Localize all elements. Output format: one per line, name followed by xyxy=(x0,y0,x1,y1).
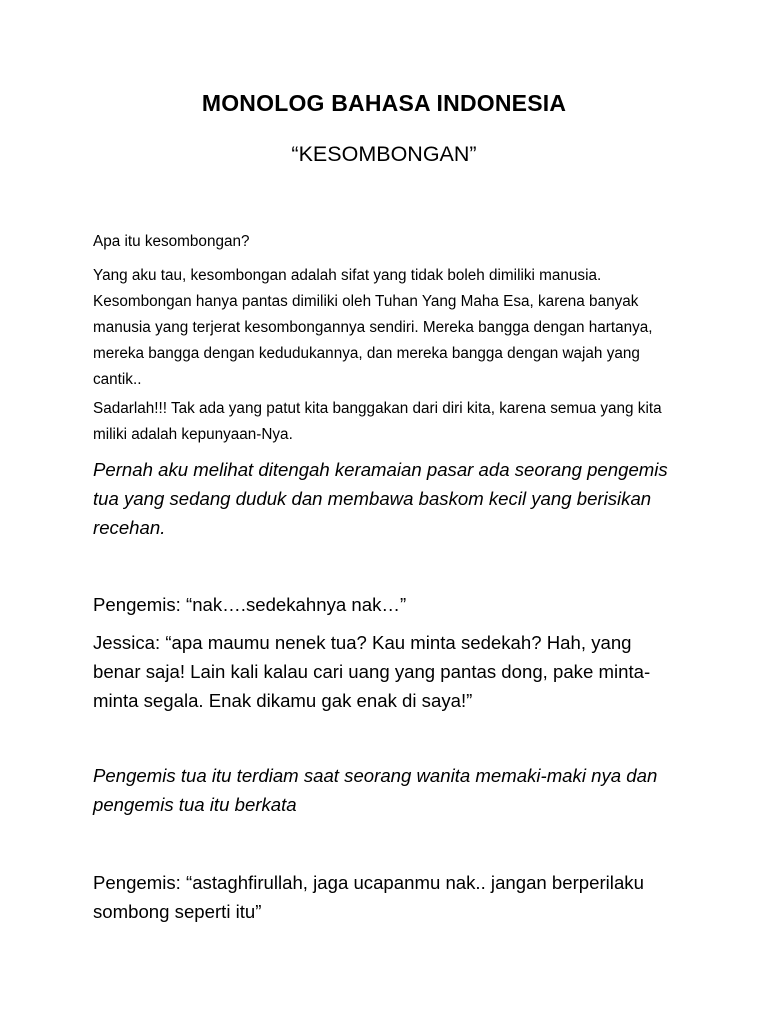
dialogue-beggar-1: Pengemis: “nak….sedekahnya nak…” xyxy=(93,594,407,615)
dialogue-beggar-2: Pengemis: “astaghfirullah, jaga ucapanmu nak.. jangan berperilaku sombong seperti itu” xyxy=(93,872,644,922)
paragraph-question: Apa itu kesombongan? xyxy=(93,233,250,250)
paragraph-definition: Yang aku tau, kesombongan adalah sifat yang tidak boleh dimiliki manusia. Kesombongan hanya pantas dimiliki oleh Tuhan Yang Maha Esa, karena banyak manusia yang terjerat kesombongannya sendiri. Mereka bangga dengan hartanya, mereka bangga dengan kedudukannya, dan mereka bangga dengan wajah yang cantik.. xyxy=(93,267,653,388)
document-subtitle: “KESOMBONGAN” xyxy=(291,142,477,166)
paragraph-narration-silence: Pengemis tua itu terdiam saat seorang wanita memaki-maki nya dan pengemis tua itu berkata xyxy=(93,765,658,815)
dialogue-jessica: Jessica: “apa maumu nenek tua? Kau minta sedekah? Hah, yang benar saja! Lain kali kalau cari uang yang pantas dong, pake minta-minta segala. Enak dikamu gak enak di saya!” xyxy=(93,632,651,711)
paragraph-narration-market: Pernah aku melihat ditengah keramaian pasar ada seorang pengemis tua yang sedang duduk dan membawa baskom kecil yang berisikan recehan. xyxy=(93,459,668,538)
document-title: MONOLOG BAHASA INDONESIA xyxy=(201,90,567,116)
paragraph-awareness: Sadarlah!!! Tak ada yang patut kita banggakan dari diri kita, karena semua yang kita miliki adalah kepunyaan-Nya. xyxy=(93,400,662,443)
